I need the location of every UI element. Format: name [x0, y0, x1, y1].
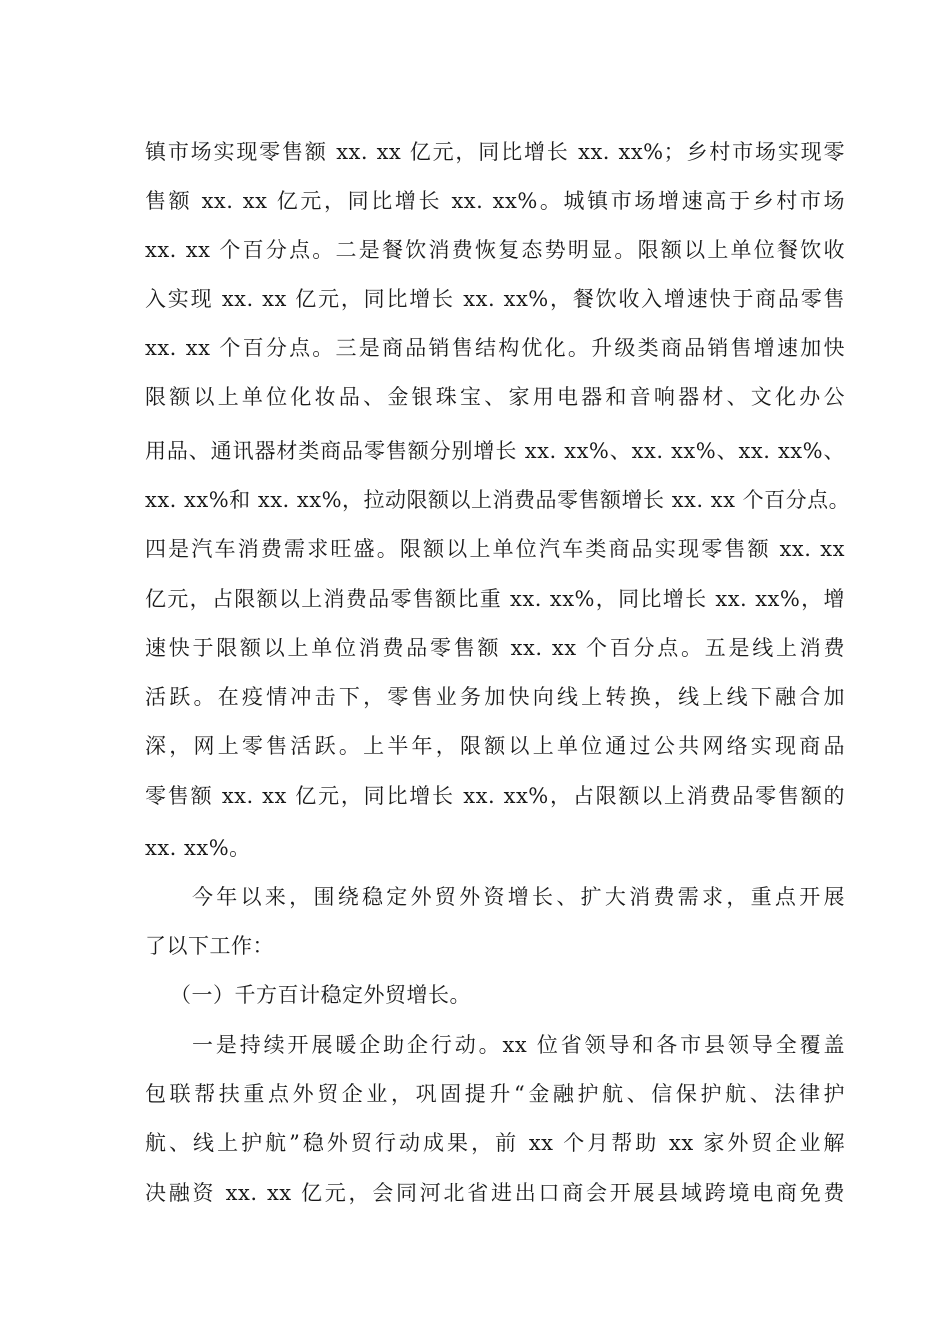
paragraph-line: 入实现 xx. xx 亿元，同比增长 xx. xx%，餐饮收入增速快于商品零售: [145, 287, 845, 311]
paragraph-line: 航、线上护航”稳外贸行动成果，前 xx 个月帮助 xx 家外贸企业解: [145, 1131, 845, 1155]
paragraph-line: xx. xx%。: [145, 836, 251, 860]
paragraph-line: 用品、通讯器材类商品零售额分别增长 xx. xx%、xx. xx%、xx. xx%、: [145, 439, 845, 463]
paragraph-line: 深，网上零售活跃。上半年，限额以上单位通过公共网络实现商品: [145, 734, 845, 758]
paragraph-line: xx. xx 个百分点。三是商品销售结构优化。升级类商品销售增速加快: [145, 336, 845, 360]
paragraph-line: xx. xx%和 xx. xx%，拉动限额以上消费品零售额增长 xx. xx 个百分点。: [145, 488, 851, 512]
paragraph-line: 零售额 xx. xx 亿元，同比增长 xx. xx%，占限额以上消费品零售额的: [145, 784, 845, 808]
paragraph-line: 决融资 xx. xx 亿元，会同河北省进出口商会开展县域跨境电商免费: [145, 1181, 845, 1205]
paragraph-line: 售额 xx. xx 亿元，同比增长 xx. xx%。城镇市场增速高于乡村市场: [145, 189, 845, 213]
paragraph-line: xx. xx 个百分点。二是餐饮消费恢复态势明显。限额以上单位餐饮收: [145, 238, 845, 262]
paragraph-line: 活跃。在疫情冲击下，零售业务加快向线上转换，线上线下融合加: [145, 685, 845, 709]
paragraph-line: 四是汽车消费需求旺盛。限额以上单位汽车类商品实现零售额 xx. xx: [145, 537, 845, 561]
paragraph-line: 速快于限额以上单位消费品零售额 xx. xx 个百分点。五是线上消费: [145, 636, 845, 660]
paragraph-line: 了以下工作：: [145, 934, 274, 958]
section-heading: （一）千方百计稳定外贸增长。: [170, 983, 471, 1007]
paragraph-line: 亿元，占限额以上消费品零售额比重 xx. xx%，同比增长 xx. xx%，增: [145, 587, 845, 611]
paragraph-line: 镇市场实现零售额 xx. xx 亿元，同比增长 xx. xx%；乡村市场实现零: [145, 140, 845, 164]
paragraph-line: 包联帮扶重点外贸企业，巩固提升“金融护航、信保护航、法律护: [145, 1082, 845, 1106]
paragraph-line: 一是持续开展暖企助企行动。xx 位省领导和各市县领导全覆盖: [192, 1033, 845, 1057]
paragraph-line: 今年以来，围绕稳定外贸外资增长、扩大消费需求，重点开展: [192, 885, 845, 909]
paragraph-line: 限额以上单位化妆品、金银珠宝、家用电器和音响器材、文化办公: [145, 385, 845, 409]
